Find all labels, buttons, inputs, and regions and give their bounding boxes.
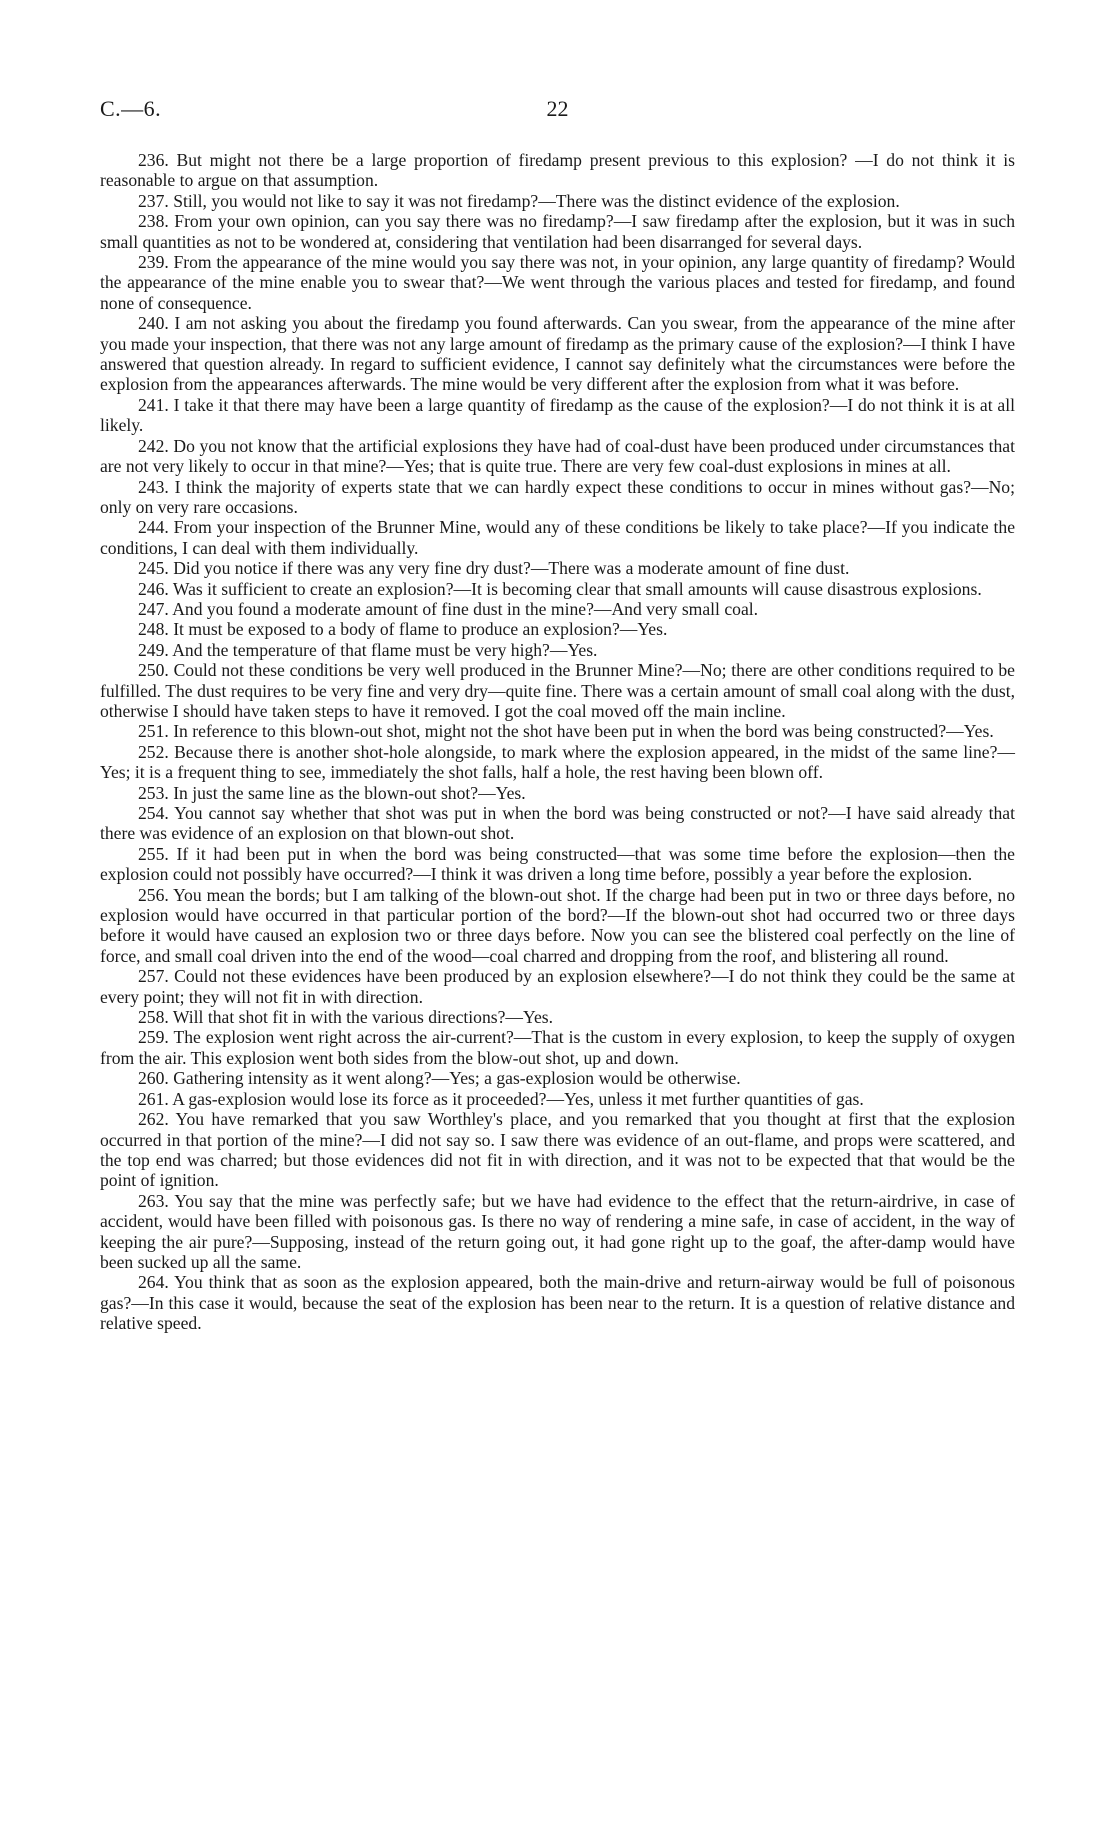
paragraph-242: 242. Do you not know that the artificial explosions they have had of coal-dust have been produced under circumstances that are not very likely to occur in that mine?—Yes; that is quite true. There are very few coal-dust explosions in mines at all.	[100, 435, 1015, 477]
paragraph-252: 252. Because there is another shot-hole alongside, to mark where the explosion appeared, in the midst of the same line?—Yes; it is a frequent thing to see, immediately the shot falls, half a hole, the rest having been blown off.	[100, 741, 1015, 783]
paragraph-236: 236. But might not there be a large proportion of firedamp present previous to this explosion? —I do not think it is reasonable to argue on that assumption.	[100, 150, 1015, 191]
paragraph-256: 256. You mean the bords; but I am talking of the blown-out shot. If the charge had been put in two or three days before, no explosion would have occurred in that particular portion of the bord?—If the blown-out shot had occurred two or three days before it would have caused an explosion two or three days before. Now you can see the blistered coal perfectly on the line of force, and small coal driven into the end of the wood—coal charred and dropping from the roof, and blistering all round.	[100, 884, 1015, 966]
paragraph-259: 259. The explosion went right across the air-current?—That is the custom in every explosion, to keep the supply of oxygen from the air. This explosion went both sides from the blow-out shot, up and down.	[100, 1027, 1015, 1068]
paragraph-250: 250. Could not these conditions be very well produced in the Brunner Mine?—No; there are other conditions required to be fulfilled. The dust requires to be very fine and very dry—quite fine. There was a certain amount of small coal along with the dust, otherwise I should have taken steps to have it removed. I got the coal moved off the main incline.	[100, 660, 1015, 721]
paragraph-262: 262. You have remarked that you saw Worthley's place, and you remarked that you thought at first that the explosion occurred in that portion of the mine?—I did not say so. I saw there was evidence of an out-flame, and props were scattered, and the top end was charred; but those evidences did not fit in with direction, and it was not to be expected that that would be the point of ignition.	[100, 1109, 1015, 1191]
page-number: 22	[546, 96, 569, 121]
paragraph-237: 237. Still, you would not like to say it was not firedamp?—There was the distinct evidence of the explosion.	[138, 190, 900, 211]
page-header	[100, 96, 1015, 130]
paragraph-243: 243. I think the majority of experts state that we can hardly expect these conditions to occur in mines without gas?—No; only on very rare occasions.	[100, 476, 1015, 517]
paragraph-241: 241. I take it that there may have been a large quantity of firedamp as the cause of the explosion?—I do not think it is at all likely.	[100, 394, 1015, 436]
paragraph-238: 238. From your own opinion, can you say there was no firedamp?—I saw firedamp after the explosion, but it was in such small quantities as not to be wondered at, considering that ventilation had been disarranged for several days.	[100, 211, 1015, 252]
paragraph-263: 263. You say that the mine was perfectly safe; but we have had evidence to the effect that the return-airdrive, in case of accident, would have been filled with poisonous gas. Is there no way of rendering a mine safe, in case of accident, in the way of keeping the air pure?—Supposing, instead of the return going out, it had gone right up to the goaf, the after-damp would have been sucked up all the same.	[100, 1190, 1015, 1272]
paragraph-260: 260. Gathering intensity as it went along?—Yes; a gas-explosion would be otherwise.	[138, 1068, 741, 1089]
paragraph-246: 246. Was it sufficient to create an explosion?—It is becoming clear that small amounts will cause disastrous explosions.	[138, 578, 982, 599]
paragraph-245: 245. Did you notice if there was any very fine dry dust?—There was a moderate amount of fine dust.	[138, 558, 850, 579]
paragraph-240: 240. I am not asking you about the firedamp you found afterwards. Can you swear, from the appearance of the mine after you made your inspection, that there was not any large amount of firedamp as the primary cause of the explosion?—I think I have answered that question already. In regard to sufficient evidence, I cannot say definitely what the circumstances were before the explosion from the appearances afterwards. The mine would be very different after the explosion from what it was before.	[100, 313, 1015, 395]
paragraph-254: 254. You cannot say whether that shot was put in when the bord was being constructed or not?—I have said already that there was evidence of an explosion on that blown-out shot.	[100, 803, 1015, 844]
paragraph-239: 239. From the appearance of the mine would you say there was not, in your opinion, any large quantity of firedamp? Would the appearance of the mine enable you to swear that?—We went through the various places and tested for firedamp, and found none of consequence.	[100, 252, 1015, 313]
paragraph-247: 247. And you found a moderate amount of fine dust in the mine?—And very small coal.	[138, 598, 759, 619]
document-page	[100, 96, 1015, 1334]
paragraph-253: 253. In just the same line as the blown-out shot?—Yes.	[138, 782, 526, 803]
paragraph-244: 244. From your inspection of the Brunner Mine, would any of these conditions be likely to take place?—If you indicate the conditions, I can deal with them individually.	[100, 517, 1015, 558]
paragraph-251: 251. In reference to this blown-out shot, might not the shot have been put in when the bord was being constructed?—Yes.	[138, 721, 994, 742]
document-code: C.—6.	[100, 96, 162, 121]
paragraph-255: 255. If it had been put in when the bord was being constructed—that was some time before the explosion—then the explosion could not possibly have occurred?—I think it was driven a long time before, possibly a year before the explosion.	[100, 843, 1015, 885]
paragraph-248: 248. It must be exposed to a body of flame to produce an explosion?—Yes.	[138, 619, 668, 640]
paragraph-258: 258. Will that shot fit in with the various directions?—Yes.	[138, 1007, 553, 1028]
paragraph-249: 249. And the temperature of that flame must be very high?—Yes.	[138, 639, 598, 660]
paragraph-261: 261. A gas-explosion would lose its force as it proceeded?—Yes, unless it met further quantities of gas.	[138, 1088, 864, 1109]
paragraph-264: 264. You think that as soon as the explosion appeared, both the main-drive and return-airway would be full of poisonous gas?—In this case it would, because the seat of the explosion has been near to the return. It is a question of relative distance and relative speed.	[100, 1272, 1015, 1334]
testimony-text	[100, 150, 1015, 1334]
paragraph-257: 257. Could not these evidences have been produced by an explosion elsewhere?—I do not think they could be the same at every point; they will not fit in with direction.	[100, 966, 1015, 1007]
